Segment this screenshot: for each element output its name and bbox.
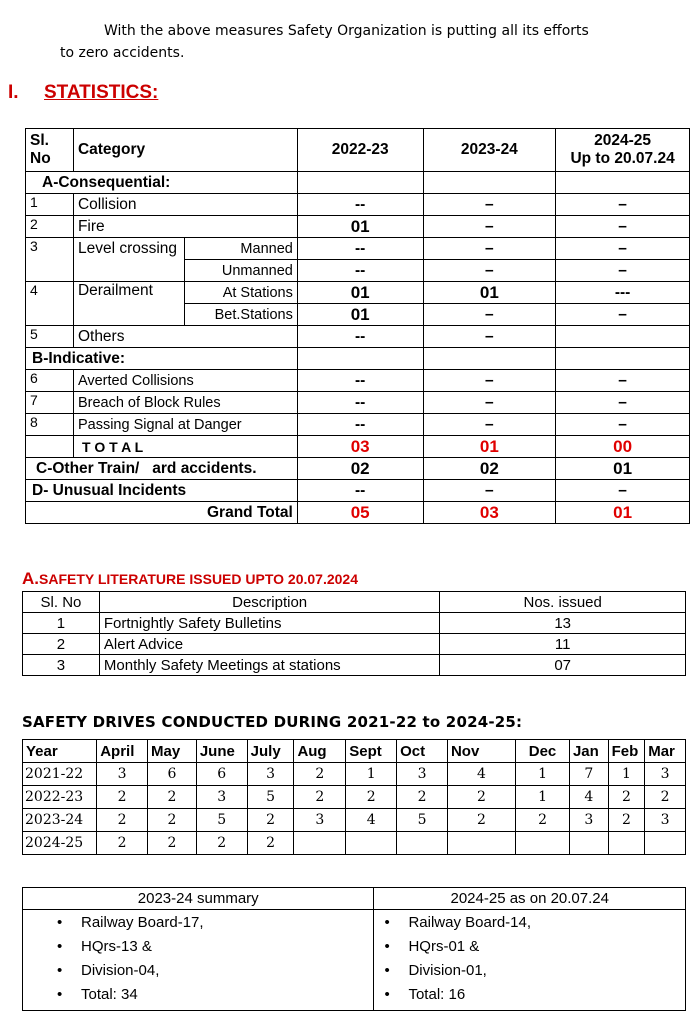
row-sl: 2 [26,216,74,238]
cell-2023-24: – [423,260,556,282]
unusual-row [26,480,690,502]
list-item: • Total: 16 [380,984,685,1008]
cell-2024-25: --- [556,282,690,304]
drives-count-cell: 2 [447,809,515,832]
cell-2024-25: – [556,304,690,326]
cell-2022-23: -- [297,414,423,436]
section-number: I. [8,82,19,103]
header-month: Mar [645,740,686,763]
row-sl: 1 [23,613,100,634]
cell-2022-23: 01 [297,304,423,326]
drives-count-cell: 2 [516,809,570,832]
drives-table [22,739,686,855]
intro-line-1: With the above measures Safety Organization is putting all its efforts [104,23,589,39]
row-description: Fortnightly Safety Bulletins [99,613,439,634]
drives-count-cell: 2 [148,786,197,809]
header-month: Feb [608,740,645,763]
drives-count-cell: 3 [97,763,148,786]
row-sl: 5 [26,326,74,348]
drives-count-cell: 3 [569,809,608,832]
cell-2023-24: – [423,194,556,216]
row-label: Passing Signal at Danger [73,414,297,436]
list-item: • HQrs-13 & [53,936,373,960]
row-sl: 4 [26,282,74,326]
literature-heading-letter: A. [22,569,39,588]
section-a-label: A-Consequential: [26,172,298,194]
literature-heading-text: SAFETY LITERATURE ISSUED UPTO 20.07.2024 [39,571,358,587]
section-a-row [26,172,690,194]
header-month: Oct [397,740,448,763]
cell-2023-24: – [423,370,556,392]
table-row [26,216,690,238]
cell-2024-25: – [556,480,690,502]
drives-count-cell: 2 [294,786,346,809]
total-row [26,436,690,458]
list-item: • Railway Board-14, [380,912,685,936]
header-month: Jan [569,740,608,763]
header-2024-25-upto: Up to 20.07.24 [570,150,675,167]
list-item: • HQrs-01 & [380,936,685,960]
drives-count-cell: 5 [397,809,448,832]
drives-row [23,809,686,832]
table-row [23,634,686,655]
section-b-label: B-Indicative: [26,348,298,370]
row-nos: 11 [440,634,686,655]
grand-total-2023-24: 03 [423,502,556,524]
cell-2023-24: 01 [423,282,556,304]
row-sl: 3 [26,238,74,282]
drives-count-cell: 3 [196,786,247,809]
table-row [26,282,690,304]
cell-2024-25: – [556,216,690,238]
unusual-label: D- Unusual Incidents [26,480,298,502]
cell-2022-23: -- [297,392,423,414]
section-title: STATISTICS: [44,82,159,103]
cell-2023-24: – [423,238,556,260]
table-header-row [23,592,686,613]
header-month: April [97,740,148,763]
drives-count-cell [346,832,397,855]
grand-total-2022-23: 05 [297,502,423,524]
cell-2022-23: -- [297,326,423,348]
drives-heading: SAFETY DRIVES CONDUCTED DURING 2021-22 to 2024-25: [22,713,523,731]
row-sl: 1 [26,194,74,216]
drives-count-cell [569,832,608,855]
cell-2023-24: – [423,326,556,348]
list-item: • Total: 34 [53,984,373,1008]
cell-2024-25: – [556,414,690,436]
drives-header-row [23,740,686,763]
row-description: Monthly Safety Meetings at stations [99,655,439,676]
drives-count-cell: 3 [645,763,686,786]
drives-year-cell: 2024-25 [23,832,97,855]
header-2023-24: 2023-24 [423,129,556,172]
header-month: July [247,740,294,763]
header-month: Dec [516,740,570,763]
grand-total-row [26,502,690,524]
cell-2022-23: -- [297,260,423,282]
drives-count-cell: 5 [247,786,294,809]
cell-2024-25: – [556,392,690,414]
table-header-row [26,129,690,172]
cell-2022-23: -- [297,238,423,260]
row-label: Derailment [73,282,184,326]
drives-count-cell: 4 [447,763,515,786]
row-sublabel: Bet.Stations [184,304,297,326]
row-label: Collision [73,194,297,216]
cell-2022-23: 02 [297,458,423,480]
drives-count-cell: 2 [294,763,346,786]
drives-count-cell: 1 [608,763,645,786]
drives-row [23,786,686,809]
row-sl: 8 [26,414,74,436]
table-row [26,194,690,216]
cell-2022-23: -- [297,370,423,392]
row-sl: 2 [23,634,100,655]
other-train-row [26,458,690,480]
table-row [26,414,690,436]
cell-2023-24: 02 [423,458,556,480]
header-month: Sept [346,740,397,763]
table-row [23,655,686,676]
list-item: • Railway Board-17, [53,912,373,936]
summary-left-cell [23,910,374,1011]
total-2022-23: 03 [297,436,423,458]
row-sl: 3 [23,655,100,676]
header-month: June [196,740,247,763]
cell-2022-23: 01 [297,216,423,238]
drives-count-cell: 2 [148,832,197,855]
row-sl: 7 [26,392,74,414]
cell-2023-24: – [423,392,556,414]
drives-count-cell: 2 [148,809,197,832]
drives-count-cell: 1 [346,763,397,786]
drives-count-cell [447,832,515,855]
row-description: Alert Advice [99,634,439,655]
row-nos: 07 [440,655,686,676]
drives-row [23,763,686,786]
row-sl: 6 [26,370,74,392]
drives-count-cell: 2 [608,786,645,809]
row-label: Averted Collisions [73,370,297,392]
intro-paragraph [60,20,690,64]
drives-count-cell: 2 [247,809,294,832]
drives-count-cell: 2 [196,832,247,855]
cell-2023-24: – [423,304,556,326]
header-2024-25 [556,129,690,172]
summary-table [22,887,686,1011]
drives-count-cell: 6 [148,763,197,786]
list-item: • Division-04, [53,960,373,984]
cell-2022-23: -- [297,194,423,216]
header-month: Nov [447,740,515,763]
drives-count-cell: 3 [247,763,294,786]
drives-year-cell: 2021-22 [23,763,97,786]
cell-2024-25: – [556,238,690,260]
row-nos: 13 [440,613,686,634]
section-b-row [26,348,690,370]
drives-count-cell: 1 [516,763,570,786]
row-sublabel: At Stations [184,282,297,304]
grand-total-label: Grand Total [26,502,298,524]
drives-count-cell: 2 [97,786,148,809]
header-2024-25-year: 2024-25 [594,132,652,149]
cell-2024-25: 01 [556,458,690,480]
drives-count-cell [645,832,686,855]
total-label: T O T A L [73,436,297,458]
drives-count-cell [294,832,346,855]
other-train-label: C-Other Train/ ard accidents. [26,458,298,480]
drives-count-cell: 3 [294,809,346,832]
drives-count-cell: 1 [516,786,570,809]
cell-2022-23: 01 [297,282,423,304]
header-description: Description [99,592,439,613]
summary-right-cell [374,910,686,1011]
header-year: Year [23,740,97,763]
header-sl-no: Sl. No [23,592,100,613]
row-label: Fire [73,216,297,238]
cell-2023-24: – [423,414,556,436]
drives-count-cell: 4 [569,786,608,809]
total-2024-25: 00 [556,436,690,458]
literature-heading [22,569,358,589]
summary-header-row [23,888,686,910]
total-2023-24: 01 [423,436,556,458]
drives-count-cell: 3 [645,809,686,832]
summary-right-list [380,912,685,1008]
drives-count-cell: 5 [196,809,247,832]
drives-count-cell: 2 [397,786,448,809]
header-sl-no: Sl. No [26,129,74,172]
summary-right-header: 2024-25 as on 20.07.24 [374,888,686,910]
cell-2024-25: – [556,194,690,216]
header-category: Category [73,129,297,172]
header-2022-23: 2022-23 [297,129,423,172]
drives-count-cell [516,832,570,855]
intro-line-2: to zero accidents. [60,45,185,61]
row-label: Level crossing [73,238,184,282]
header-month: Aug [294,740,346,763]
row-label: Breach of Block Rules [73,392,297,414]
table-row [26,370,690,392]
drives-count-cell: 2 [97,832,148,855]
header-nos-issued: Nos. issued [440,592,686,613]
cell-2024-25: – [556,260,690,282]
drives-count-cell: 6 [196,763,247,786]
drives-count-cell: 2 [645,786,686,809]
cell-2023-24: – [423,480,556,502]
drives-row [23,832,686,855]
drives-count-cell [397,832,448,855]
drives-count-cell: 2 [608,809,645,832]
drives-year-cell: 2022-23 [23,786,97,809]
drives-count-cell: 7 [569,763,608,786]
header-month: May [148,740,197,763]
drives-count-cell: 3 [397,763,448,786]
drives-count-cell: 2 [97,809,148,832]
drives-count-cell: 4 [346,809,397,832]
table-row [26,326,690,348]
table-row [23,613,686,634]
literature-table [22,591,686,676]
row-sublabel: Unmanned [184,260,297,282]
drives-count-cell: 2 [346,786,397,809]
list-item: • Division-01, [380,960,685,984]
summary-left-header: 2023-24 summary [23,888,374,910]
cell-2022-23: -- [297,480,423,502]
summary-body-row [23,910,686,1011]
row-sublabel: Manned [184,238,297,260]
cell-2023-24: – [423,216,556,238]
drives-count-cell: 2 [247,832,294,855]
table-row [26,392,690,414]
drives-year-cell: 2023-24 [23,809,97,832]
drives-body [23,763,686,855]
grand-total-2024-25: 01 [556,502,690,524]
drives-count-cell [608,832,645,855]
row-label: Others [73,326,297,348]
section-heading [8,82,158,104]
cell-2024-25: – [556,370,690,392]
summary-left-list [53,912,373,1008]
drives-count-cell: 2 [447,786,515,809]
table-row [26,238,690,260]
cell-2024-25 [556,326,690,348]
statistics-table [25,128,690,524]
